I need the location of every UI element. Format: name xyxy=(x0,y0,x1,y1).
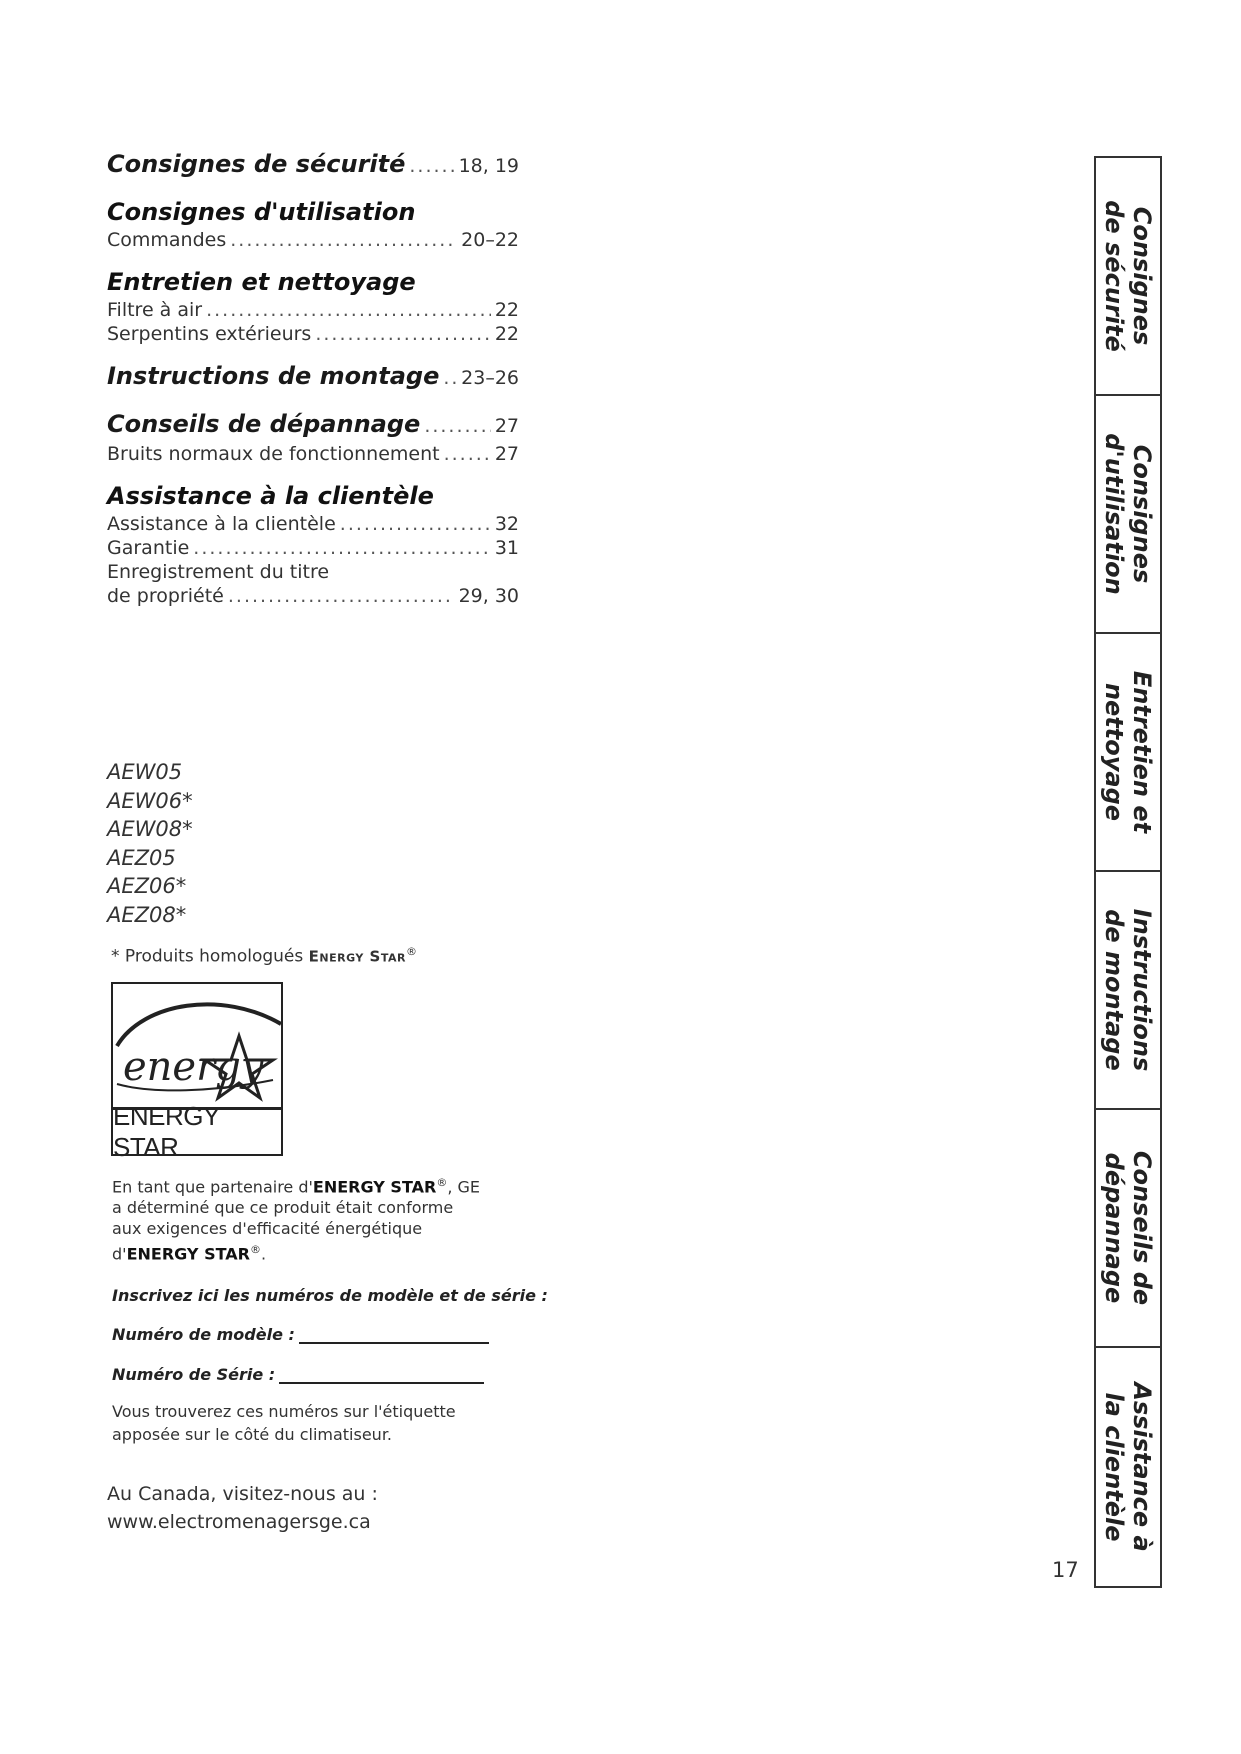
partner-text: , GE a déterminé que ce produit était conforme aux exigences d'efficacité énergétique d' xyxy=(112,1177,480,1264)
toc-care xyxy=(107,266,519,346)
energy-star-label: ENERGY STAR xyxy=(113,1107,281,1154)
toc-entry-page: 22 xyxy=(494,299,519,321)
canada-text: Au Canada, visitez-nous au : xyxy=(107,1483,378,1505)
leader-dots xyxy=(193,536,491,560)
toc-entry-label: Commandes xyxy=(107,229,227,251)
tab-operating[interactable] xyxy=(1096,396,1160,634)
model-number-field xyxy=(112,1324,489,1344)
leader-dots xyxy=(424,410,491,442)
toc-operating xyxy=(107,196,519,252)
tab-safety[interactable] xyxy=(1096,158,1160,396)
partner-text: En tant que partenaire d' xyxy=(112,1177,313,1197)
toc-operating-title[interactable]: Consignes d'utilisation xyxy=(107,198,416,226)
tab-label: Entretien et nettoyage xyxy=(1100,670,1156,834)
record-heading: Inscrivez ici les numéros de modèle et de série : xyxy=(112,1286,548,1305)
model-number-label: Numéro de modèle : xyxy=(112,1325,295,1344)
toc-entry[interactable] xyxy=(107,228,519,252)
serial-number-input-line[interactable] xyxy=(279,1364,484,1384)
model-number-input-line[interactable] xyxy=(299,1324,489,1344)
leader-dots xyxy=(315,322,490,346)
toc-safety-page: 18, 19 xyxy=(458,155,519,177)
leader-dots xyxy=(443,362,457,394)
leader-dots xyxy=(340,512,491,536)
toc-troubleshooting-heading[interactable] xyxy=(107,408,519,442)
toc-entry-page: 22 xyxy=(494,323,519,345)
toc-installation-page: 23–26 xyxy=(461,367,519,389)
toc-entry-label: Serpentins extérieurs xyxy=(107,323,312,345)
tab-troubleshooting[interactable] xyxy=(1096,1110,1160,1348)
model-list xyxy=(107,758,193,929)
toc-entry-label: de propriété xyxy=(107,585,224,607)
toc-entry[interactable] xyxy=(107,322,519,346)
energy-star-footnote xyxy=(111,945,417,967)
toc-entry-label: Assistance à la clientèle xyxy=(107,513,336,535)
website-link[interactable]: www.electromenagersge.ca xyxy=(107,1511,371,1533)
footnote-text: * Produits homologués xyxy=(111,946,304,967)
toc-support xyxy=(107,480,519,608)
label-location-note: Vous trouverez ces numéros sur l'étiquette apposée sur le côté du climatiseur. xyxy=(112,1402,456,1444)
tab-care[interactable] xyxy=(1096,634,1160,872)
toc-entry[interactable] xyxy=(107,298,519,322)
model-number: AEZ06* xyxy=(107,874,187,898)
logo-script-text: energy xyxy=(123,1044,264,1090)
toc-entry-page: 32 xyxy=(494,513,519,535)
leader-dots xyxy=(409,150,454,182)
tab-installation[interactable] xyxy=(1096,872,1160,1110)
toc-entry-page: 20–22 xyxy=(461,229,519,251)
toc-entry-label[interactable]: Enregistrement du titre xyxy=(107,561,330,583)
tab-support[interactable] xyxy=(1096,1348,1160,1586)
serial-number-label: Numéro de Série : xyxy=(112,1365,276,1384)
section-tabs xyxy=(1094,156,1162,1588)
partner-text: . xyxy=(260,1244,267,1264)
toc-troubleshooting-page: 27 xyxy=(494,415,519,437)
toc-entry-label: Bruits normaux de fonctionnement xyxy=(107,443,440,465)
canada-contact xyxy=(107,1480,378,1536)
toc-installation-title: Instructions de montage xyxy=(107,362,440,390)
model-number: AEW06* xyxy=(107,788,193,813)
toc-safety-title: Consignes de sécurité xyxy=(107,150,406,178)
page-number: 17 xyxy=(1052,1558,1079,1582)
partner-brand: ENERGY STAR xyxy=(312,1177,437,1197)
toc-entry[interactable] xyxy=(107,442,519,466)
leader-dots xyxy=(206,298,491,322)
toc-entry[interactable] xyxy=(107,512,519,536)
model-number: AEW05 xyxy=(107,760,183,784)
leader-dots xyxy=(444,442,491,466)
toc-entry-page: 27 xyxy=(494,443,519,465)
tab-label: Conseils de dépannage xyxy=(1100,1150,1156,1306)
energy-star-icon xyxy=(113,984,281,1110)
model-number: AEW08* xyxy=(107,817,193,841)
tab-label: Assistance à la clientèle xyxy=(1100,1382,1156,1552)
footnote-brand: Energy Star xyxy=(308,947,406,966)
serial-number-field xyxy=(112,1364,484,1384)
registered-mark: ® xyxy=(436,1176,448,1189)
toc-entry[interactable] xyxy=(107,584,519,608)
registered-mark: ® xyxy=(406,945,417,958)
partner-brand: ENERGY STAR xyxy=(126,1244,250,1264)
energy-star-logo xyxy=(111,982,283,1162)
partner-statement xyxy=(112,1172,487,1265)
tab-label: Consignes de sécurité xyxy=(1100,200,1156,352)
leader-dots xyxy=(228,584,455,608)
tab-label: Consignes d'utilisation xyxy=(1100,433,1156,595)
toc-installation[interactable] xyxy=(107,360,519,394)
tab-label: Instructions de montage xyxy=(1100,908,1156,1072)
leader-dots xyxy=(230,228,457,252)
toc-entry[interactable] xyxy=(107,536,519,560)
toc-entry-label: Filtre à air xyxy=(107,299,203,321)
model-number: AEZ05 xyxy=(107,845,176,870)
toc-troubleshooting xyxy=(107,408,519,466)
toc-entry-page: 29, 30 xyxy=(458,585,519,607)
toc-troubleshooting-title: Conseils de dépannage xyxy=(107,410,421,438)
toc-support-title[interactable]: Assistance à la clientèle xyxy=(107,482,434,510)
table-of-contents xyxy=(107,148,519,622)
toc-safety[interactable] xyxy=(107,148,519,182)
model-number: AEZ08* xyxy=(107,902,187,927)
toc-care-title[interactable]: Entretien et nettoyage xyxy=(107,268,416,296)
toc-entry-label: Garantie xyxy=(107,537,190,559)
registered-mark: ® xyxy=(249,1243,261,1257)
toc-entry-page: 31 xyxy=(494,537,519,559)
